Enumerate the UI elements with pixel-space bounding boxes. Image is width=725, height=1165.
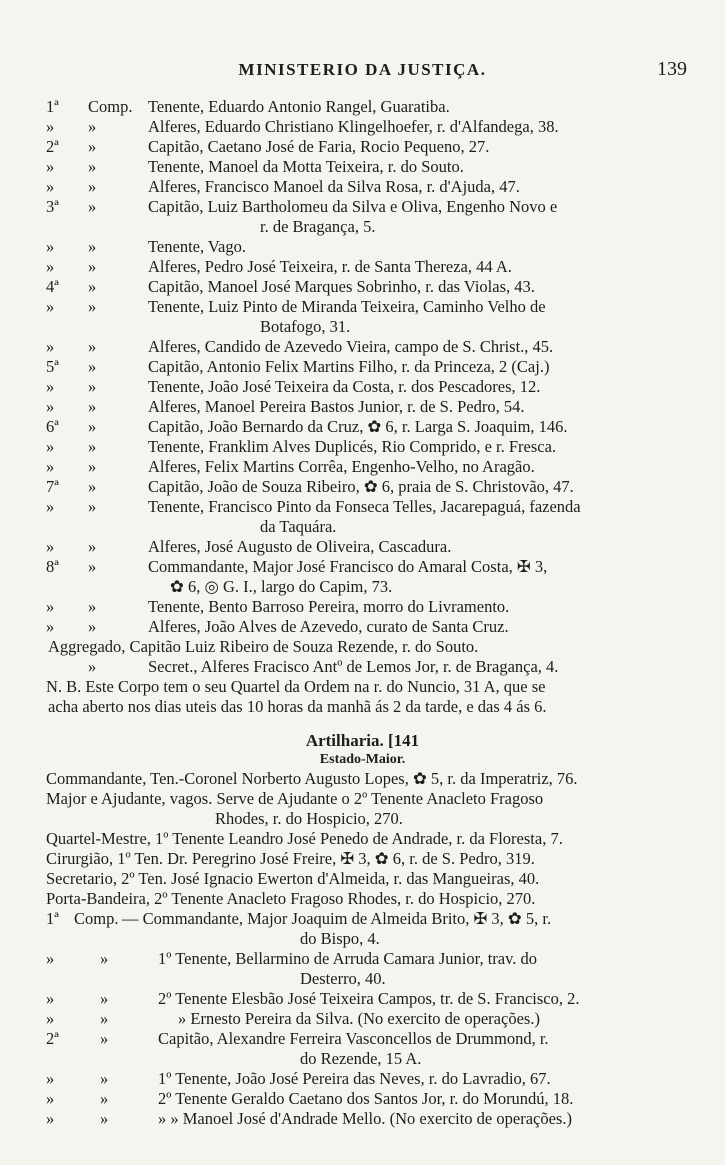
staff-line [0, 769, 725, 789]
company-number: 1ª [46, 909, 59, 928]
company-line [0, 989, 725, 1009]
company-line [0, 949, 725, 969]
staff-text: Commandante, Ten.-Coronel Norberto Augusto Lopes, ✿ 5, r. da Imperatriz, 76. [46, 769, 578, 788]
staff-text: Rhodes, r. do Hospicio, 270. [215, 809, 403, 828]
company-label: » [88, 257, 97, 276]
roster-line [0, 557, 725, 577]
staff-text: Major e Ajudante, vagos. Serve de Ajudante o 2º Tenente Anacleto Fragoso [46, 789, 544, 808]
company-label: » [88, 497, 97, 516]
company-number: » [46, 989, 55, 1008]
company-line [0, 1089, 725, 1109]
company-label: » [88, 197, 97, 216]
company-label: » [88, 597, 97, 616]
roster-continuation [0, 517, 725, 537]
officer-entry: Alferes, Francisco Manoel da Silva Rosa, r. d'Ajuda, 47. [148, 177, 520, 196]
staff-text: Porta-Bandeira, 2º Tenente Anacleto Fragoso Rhodes, r. do Hospicio, 270. [46, 889, 536, 908]
company-number: » [46, 537, 55, 556]
roster-line [0, 337, 725, 357]
roster-line [0, 377, 725, 397]
roster-line [0, 297, 725, 317]
company-number: 8ª [46, 557, 59, 576]
roster-line [0, 177, 725, 197]
officer-entry: Commandante, Major José Francisco do Amaral Costa, ✠ 3, [148, 557, 548, 576]
officer-entry: » Ernesto Pereira da Silva. (No exercito de operações.) [178, 1009, 540, 1028]
company-number: » [46, 437, 55, 456]
company-number: » [46, 237, 55, 256]
roster-line [0, 437, 725, 457]
note-line [0, 697, 725, 717]
continuation-text: r. de Bragança, 5. [260, 217, 376, 236]
roster-line [0, 197, 725, 217]
officer-entry: Alferes, Manoel Pereira Bastos Junior, r. de S. Pedro, 54. [148, 397, 525, 416]
company-label: » [88, 397, 97, 416]
continuation-text: do Rezende, 15 A. [300, 1049, 422, 1068]
officer-entry: Capitão, João Bernardo da Cruz, ✿ 6, r. Larga S. Joaquim, 146. [148, 417, 568, 436]
continuation-text: Botafogo, 31. [260, 317, 351, 336]
company-label: » [88, 437, 97, 456]
aggregado-text: Aggregado, Capitão Luiz Ribeiro de Souza Rezende, r. do Souto. [48, 637, 479, 656]
officer-entry: 2º Tenente Elesbão José Teixeira Campos, tr. de S. Francisco, 2. [158, 989, 580, 1008]
staff-line [0, 829, 725, 849]
company-number: » [46, 497, 55, 516]
company-number: » [46, 1109, 55, 1128]
company-number: » [46, 397, 55, 416]
roster-line [0, 357, 725, 377]
roster-line [0, 157, 725, 177]
company-label: » [88, 357, 97, 376]
officer-entry: Alferes, Candido de Azevedo Vieira, campo de S. Christ., 45. [148, 337, 554, 356]
company-number: » [46, 117, 55, 136]
officer-entry: Capitão, João de Souza Ribeiro, ✿ 6, praia de S. Christovão, 47. [148, 477, 574, 496]
officer-entry: 1º Tenente, João José Pereira das Neves, r. do Lavradio, 67. [158, 1069, 551, 1088]
company-line [0, 1109, 725, 1129]
company-number: 1ª [46, 97, 59, 116]
continuation-text: Desterro, 40. [300, 969, 386, 988]
artilharia-title: Artilharia. [141 [305, 731, 420, 750]
roster-line [0, 457, 725, 477]
officer-entry: Capitão, Luiz Bartholomeu da Silva e Oliva, Engenho Novo e [148, 197, 558, 216]
staff-line [0, 809, 725, 829]
company-label: » [88, 277, 97, 296]
officer-entry: Tenente, Bento Barroso Pereira, morro do Livramento. [148, 597, 510, 616]
roster-line [0, 257, 725, 277]
company-number: » [46, 1089, 55, 1108]
company-label: » [88, 417, 97, 436]
company-label: » [88, 377, 97, 396]
company-label: » [100, 1029, 109, 1048]
note-text: acha aberto nos dias uteis das 10 horas da manhã ás 2 da tarde, e das 4 ás 6. [48, 697, 547, 716]
company-label: » [100, 1009, 109, 1028]
company-continuation [0, 1049, 725, 1069]
officer-entry: Alferes, José Augusto de Oliveira, Cascadura. [148, 537, 452, 556]
company-label: » [100, 1109, 109, 1128]
continuation-text: ✿ 6, ◎ G. I., largo do Capim, 73. [170, 577, 393, 596]
company-label: » [100, 1089, 109, 1108]
officer-entry: Tenente, João José Teixeira da Costa, r. dos Pescadores, 12. [148, 377, 541, 396]
company-label: » [88, 137, 97, 156]
roster-line [0, 97, 725, 117]
company-number: » [46, 1069, 55, 1088]
roster-continuation [0, 577, 725, 597]
company-line [0, 1009, 725, 1029]
company-label: » [100, 949, 109, 968]
officer-entry: Tenente, Franklim Alves Duplicés, Rio Comprido, e r. Fresca. [148, 437, 557, 456]
officer-entry: Tenente, Vago. [148, 237, 246, 256]
roster-line [0, 617, 725, 637]
officer-entry: Alferes, João Alves de Azevedo, curato de Santa Cruz. [148, 617, 509, 636]
company-label: » [88, 157, 97, 176]
aggregado-line [0, 637, 725, 657]
roster-line [0, 537, 725, 557]
staff-line [0, 849, 725, 869]
company-label: » [88, 237, 97, 256]
officer-entry: 1º Tenente, Bellarmino de Arruda Camara Junior, trav. do [158, 949, 538, 968]
company-number: » [46, 617, 55, 636]
roster-line [0, 597, 725, 617]
company-label: Comp. [74, 909, 119, 928]
roster-line [0, 117, 725, 137]
roster-line [0, 477, 725, 497]
officer-entry: Capitão, Manoel José Marques Sobrinho, r. das Violas, 43. [148, 277, 535, 296]
roster-line [0, 137, 725, 157]
company-number: 7ª [46, 477, 59, 496]
company-number: » [46, 177, 55, 196]
officer-entry: Alferes, Pedro José Teixeira, r. de Santa Thereza, 44 A. [148, 257, 512, 276]
company-label: Comp. [88, 97, 133, 116]
subsection-heading [0, 751, 725, 769]
company-label: » [88, 557, 97, 576]
officer-entry: Alferes, Eduardo Christiano Klingelhoefer, r. d'Alfandega, 38. [148, 117, 559, 136]
company-continuation [0, 969, 725, 989]
company-number: » [46, 597, 55, 616]
company-label: » [100, 989, 109, 1008]
company-number: 5ª [46, 357, 59, 376]
officer-entry: Tenente, Luiz Pinto de Miranda Teixeira, Caminho Velho de [148, 297, 546, 316]
company-continuation [0, 929, 725, 949]
guard-roster [0, 97, 725, 1129]
running-title: MINISTERIO DA JUSTIÇA. [238, 60, 487, 79]
company-line [0, 1029, 725, 1049]
officer-entry: Tenente, Francisco Pinto da Fonseca Telles, Jacarepaguá, fazenda [148, 497, 581, 516]
officer-entry: Tenente, Eduardo Antonio Rangel, Guaratiba. [148, 97, 450, 116]
note-line [0, 677, 725, 697]
company-number: » [46, 1009, 55, 1028]
company-line [0, 1069, 725, 1089]
staff-line [0, 889, 725, 909]
officer-entry: » » Manoel José d'Andrade Mello. (No exercito de operações.) [158, 1109, 572, 1128]
officer-entry: Capitão, Alexandre Ferreira Vasconcellos de Drummond, r. [158, 1029, 549, 1048]
staff-text: Cirurgião, 1º Ten. Dr. Peregrino José Freire, ✠ 3, ✿ 6, r. de S. Pedro, 319. [46, 849, 535, 868]
company-number: » [46, 377, 55, 396]
company-line [0, 909, 725, 929]
note-text: N. B. Este Corpo tem o seu Quartel da Ordem na r. do Nuncio, 31 A, que se [46, 677, 546, 696]
company-label: » [88, 617, 97, 636]
officer-entry: Alferes, Felix Martins Corrêa, Engenho-Velho, no Aragão. [148, 457, 535, 476]
secretary-line [0, 657, 725, 677]
staff-text: Quartel-Mestre, 1º Tenente Leandro José Penedo de Andrade, r. da Floresta, 7. [46, 829, 563, 848]
officer-entry: Tenente, Manoel da Motta Teixeira, r. do Souto. [148, 157, 464, 176]
company-number: » [46, 157, 55, 176]
continuation-text: do Bispo, 4. [300, 929, 380, 948]
officer-entry: Capitão, Caetano José de Faria, Rocio Pequeno, 27. [148, 137, 490, 156]
company-number: 6ª [46, 417, 59, 436]
company-label: » [88, 177, 97, 196]
officer-entry: — Commandante, Major Joaquim de Almeida Brito, ✠ 3, ✿ 5, r. [122, 909, 552, 928]
roster-continuation [0, 317, 725, 337]
continuation-text: da Taquára. [260, 517, 337, 536]
roster-line [0, 237, 725, 257]
company-number: » [46, 457, 55, 476]
estado-maior-title: Estado-Maior. [319, 752, 406, 767]
company-label: » [88, 457, 97, 476]
page-number: 139 [657, 58, 687, 80]
staff-line [0, 869, 725, 889]
officer-entry: 2º Tenente Geraldo Caetano dos Santos Jor, r. do Morundú, 18. [158, 1089, 574, 1108]
company-number: » [46, 337, 55, 356]
company-number: 4ª [46, 277, 59, 296]
page-header [0, 60, 725, 86]
secretary-text: Secret., Alferes Fracisco Antº de Lemos Jor, r. de Bragança, 4. [148, 657, 559, 676]
staff-text: Secretario, 2º Ten. José Ignacio Ewerton d'Almeida, r. das Mangueiras, 40. [46, 869, 540, 888]
roster-continuation [0, 217, 725, 237]
company-number: » [46, 949, 55, 968]
company-label: » [88, 537, 97, 556]
company-number: 2ª [46, 137, 59, 156]
company-number: 3ª [46, 197, 59, 216]
company-number: 2ª [46, 1029, 59, 1048]
roster-line [0, 397, 725, 417]
company-label: » [88, 337, 97, 356]
officer-entry: Capitão, Antonio Felix Martins Filho, r. da Princeza, 2 (Caj.) [148, 357, 550, 376]
company-label: » [88, 297, 97, 316]
company-number: » [46, 257, 55, 276]
company-label: » [88, 477, 97, 496]
ditto-mark: » [88, 657, 97, 676]
section-heading [0, 731, 725, 751]
company-number: » [46, 297, 55, 316]
roster-line [0, 417, 725, 437]
company-label: » [88, 117, 97, 136]
roster-line [0, 277, 725, 297]
staff-line [0, 789, 725, 809]
roster-line [0, 497, 725, 517]
company-label: » [100, 1069, 109, 1088]
